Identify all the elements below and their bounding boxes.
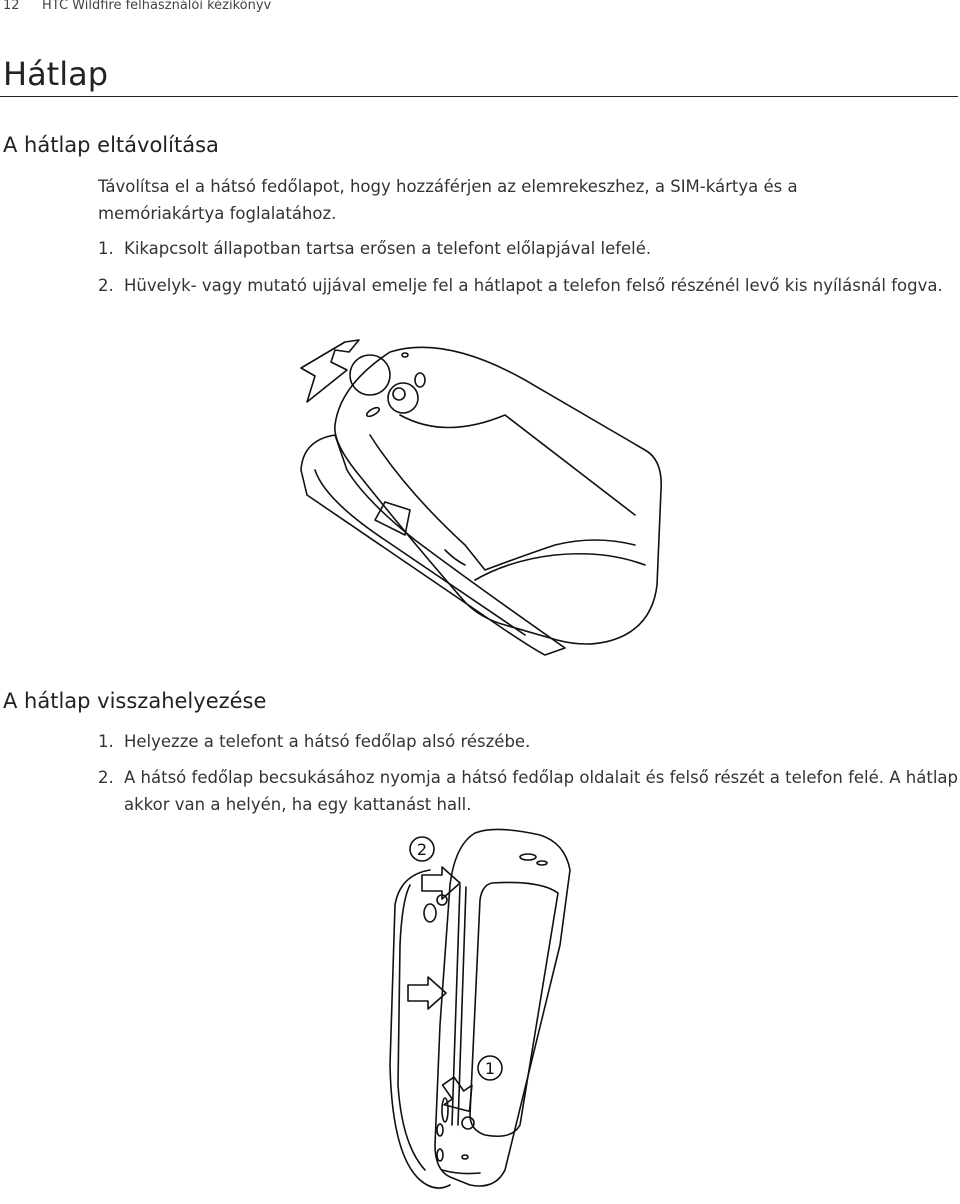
- step-text: Hüvelyk- vagy mutató ujjával emelje fel a hátlapot a telefon felső részénél levő kis nyílásnál fogva.: [124, 276, 943, 295]
- section-heading-replacing: A hátlap visszahelyezése: [3, 689, 267, 713]
- section-heading-removing: A hátlap eltávolítása: [3, 133, 219, 157]
- back-cover-removal-illustration: [295, 330, 675, 670]
- step-text: Kikapcsolt állapotban tartsa erősen a telefont előlapjával lefelé.: [124, 239, 652, 258]
- step-text: A hátsó fedőlap becsukásához nyomja a hátsó fedőlap oldalait és felső részét a telefon felé. A hátlap akkor van a helyén, ha egy kattanást hall.: [124, 768, 959, 814]
- page-number: 12: [3, 0, 20, 13]
- page-title: Hátlap: [3, 55, 109, 93]
- title-divider: [0, 96, 958, 97]
- callout-label-1: 1: [484, 1059, 496, 1078]
- list-item: [98, 272, 960, 326]
- step-number: 2.: [98, 768, 114, 787]
- step-text: Helyezze a telefont a hátsó fedőlap alsó részébe.: [124, 732, 531, 751]
- step-number: 1.: [98, 239, 114, 258]
- back-cover-replacement-illustration: [380, 825, 600, 1200]
- callout-label-2: 2: [416, 840, 428, 859]
- list-item: [98, 764, 960, 818]
- step-number: 2.: [98, 276, 114, 295]
- list-item: [98, 235, 960, 262]
- intro-paragraph: Távolítsa el a hátsó fedőlapot, hogy hozzáférjen az elemrekeszhez, a SIM-kártya és a memóriakártya foglalatához.: [98, 177, 798, 223]
- step-number: 1.: [98, 732, 114, 751]
- book-title: HTC Wildfire felhasználói kézikönyv: [42, 0, 272, 13]
- list-item: [98, 728, 960, 755]
